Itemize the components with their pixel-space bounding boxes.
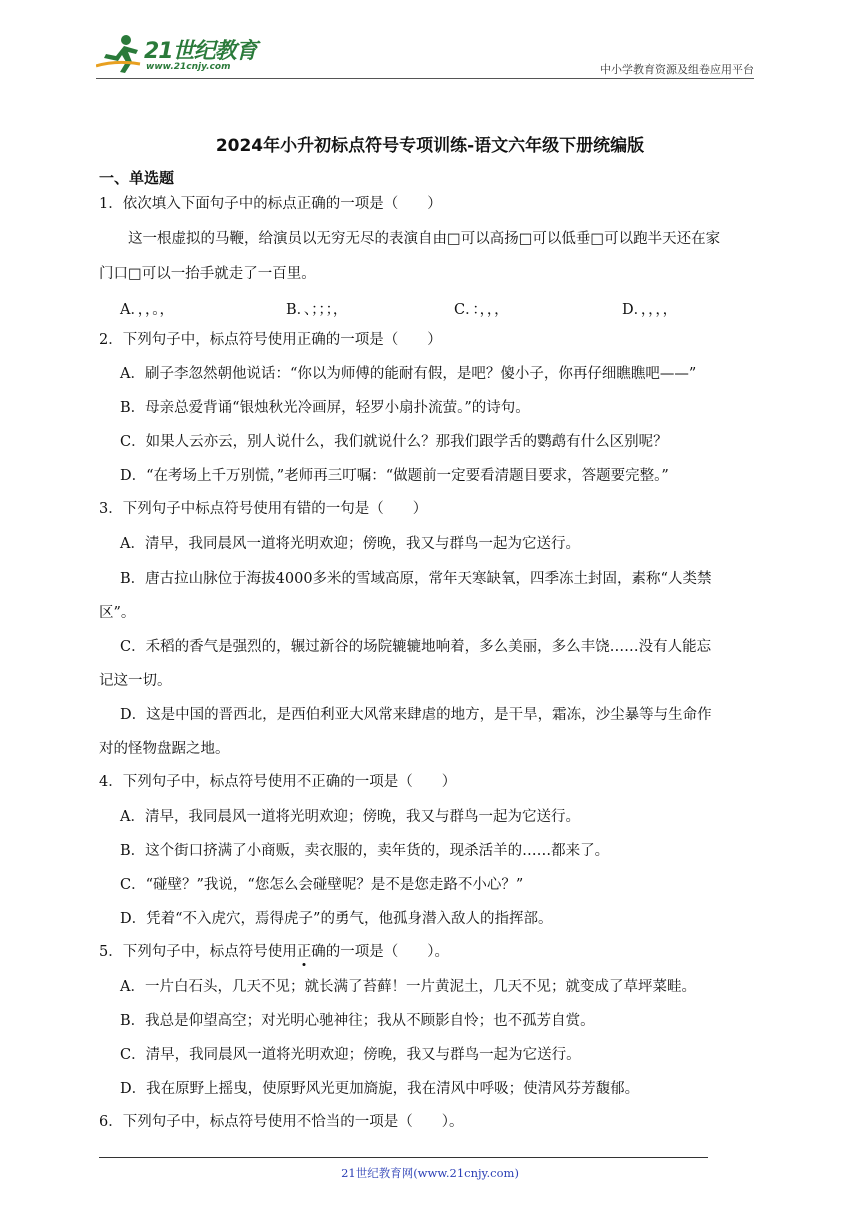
page-header xyxy=(0,0,860,90)
question-6-stem: 6．下列句子中，标点符号使用不恰当的一项是（ ）。 xyxy=(99,1114,464,1130)
question-2-option-b[interactable]: B．母亲总爱背诵“银烛秋光冷画屏，轻罗小扇扑流萤。”的诗句。 xyxy=(120,400,530,416)
question-1-stem: 1．依次填入下面句子中的标点正确的一项是（ ） xyxy=(99,196,442,212)
question-3-option-b-line-1[interactable]: B．唐古拉山脉位于海拔4000多米的雪域高原，常年天寒缺氧，四季冻土封固，素称“人类禁 xyxy=(120,571,712,587)
question-4-option-a[interactable]: A．清早，我同晨风一道将光明欢迎；傍晚，我又与群鸟一起为它送行。 xyxy=(120,809,580,825)
question-2-stem: 2．下列句子中，标点符号使用正确的一项是（ ） xyxy=(99,332,442,348)
question-4-stem: 4．下列句子中，标点符号使用不正确的一项是（ ） xyxy=(99,774,457,790)
question-3-stem: 3．下列句子中标点符号使用有错的一句是（ ） xyxy=(99,501,428,517)
question-2-option-a[interactable]: A．刷子李忽然朝他说话：“你以为师傅的能耐有假，是吧？傻小子，你再仔细瞧瞧吧——” xyxy=(120,366,697,382)
footer-divider xyxy=(99,1157,708,1158)
question-5-stem-start: 5．下列句子中，标点符号使用 xyxy=(99,944,297,960)
question-1-option-a[interactable]: A．，，。， xyxy=(120,302,174,318)
question-1-passage-line-1: 这一根虚拟的马鞭，给演员以无穷无尽的表演自由□可以高扬□可以低垂□可以跑半天还在家 xyxy=(128,231,721,247)
section-heading: 一、单选题 xyxy=(99,169,175,187)
question-1-option-d[interactable]: D．，，，， xyxy=(622,302,678,318)
question-5-option-b[interactable]: B．我总是仰望高空；对光明心驰神往；我从不顾影自怜；也不孤芳自赏。 xyxy=(120,1013,595,1029)
question-1-option-c[interactable]: C．：，，， xyxy=(454,302,509,318)
question-1-passage-line-2: 门口□可以一抬手就走了一百里。 xyxy=(99,266,316,282)
page-title: 2024年小升初标点符号专项训练-语文六年级下册统编版 xyxy=(215,136,645,156)
question-5-option-a[interactable]: A．一片白石头，几天不见；就长满了苔藓！一片黄泥土，几天不见；就变成了草坪菜畦。 xyxy=(120,979,696,995)
question-4-option-c[interactable]: C．“碰壁？”我说，“您怎么会碰壁呢？是不是您走路不小心？” xyxy=(120,877,524,893)
question-3-option-b-line-2[interactable]: 区”。 xyxy=(99,605,136,621)
question-2-option-c[interactable]: C．如果人云亦云，别人说什么，我们就说什么？那我们跟学舌的鹦鹉有什么区别呢？ xyxy=(120,434,668,450)
emphasis-dot-char: 正 xyxy=(296,944,312,960)
question-3-option-a[interactable]: A．清早，我同晨风一道将光明欢迎；傍晚，我又与群鸟一起为它送行。 xyxy=(120,536,580,552)
question-3-option-c-line-2[interactable]: 记这一切。 xyxy=(99,673,172,689)
question-5-stem xyxy=(99,942,449,962)
footer-link[interactable]: 21世纪教育网(www.21cnjy.com) xyxy=(341,1166,519,1180)
logo xyxy=(96,34,266,78)
question-3-option-c-line-1[interactable]: C．禾稻的香气是强烈的，辗过新谷的场院辘辘地响着，多么美丽，多么丰饶……没有人能忘 xyxy=(120,639,712,655)
question-2-option-d[interactable]: D．“在考场上千万别慌，”老师再三叮嘱：“做题前一定要看清题目要求，答题要完整。” xyxy=(120,468,669,484)
question-4-option-b[interactable]: B．这个街口挤满了小商贩，卖衣服的，卖年货的，现杀活羊的……都来了。 xyxy=(120,843,610,859)
logo-text: 21世纪教育 xyxy=(144,39,257,64)
question-4-option-d[interactable]: D．凭着“不入虎穴，焉得虎子”的勇气，他孤身潜入敌人的指挥部。 xyxy=(120,911,553,927)
runner-logo-icon xyxy=(96,34,144,74)
question-5-option-d[interactable]: D．我在原野上摇曳，使原野风光更加旖旎，我在清风中呼吸；使清风芬芳馥郁。 xyxy=(120,1081,640,1097)
header-divider xyxy=(96,78,754,79)
question-5-option-c[interactable]: C．清早，我同晨风一道将光明欢迎；傍晚，我又与群鸟一起为它送行。 xyxy=(120,1047,581,1063)
question-1-option-b[interactable]: B．、；；；， xyxy=(286,302,348,318)
question-3-option-d-line-2[interactable]: 对的怪物盘踞之地。 xyxy=(99,741,230,757)
logo-url: www.21cnjy.com xyxy=(146,62,231,72)
platform-name: 中小学教育资源及组卷应用平台 xyxy=(600,63,754,76)
question-5-stem-end: 确的一项是（ ）。 xyxy=(311,944,449,960)
question-3-option-d-line-1[interactable]: D．这是中国的晋西北，是西伯利亚大风常来肆虐的地方，是干旱，霜冻，沙尘暴等与生命作 xyxy=(120,707,712,723)
